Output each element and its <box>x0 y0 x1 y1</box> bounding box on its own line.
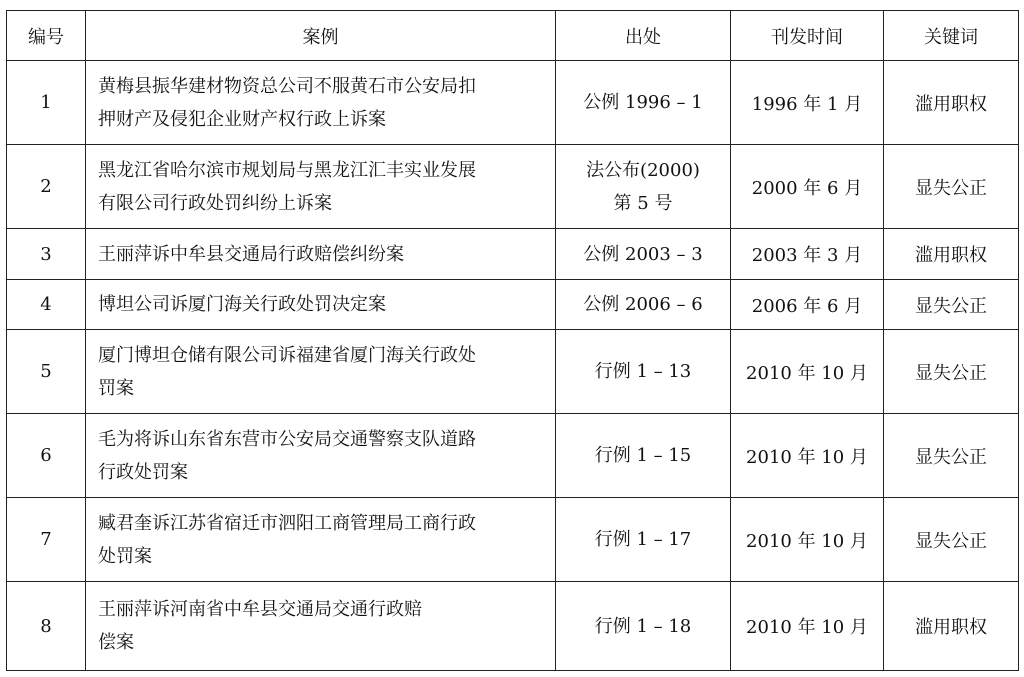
cell-date: 2010 年 10 月 <box>731 330 884 414</box>
header-date: 刊发时间 <box>731 11 884 61</box>
cell-case <box>86 229 556 280</box>
case-text-line: 有限公司行政处罚纠纷上诉案 <box>98 192 332 214</box>
header-case: 案例 <box>86 11 556 61</box>
case-table <box>6 10 1019 671</box>
cell-id: 3 <box>7 229 86 280</box>
cell-date: 1996 年 1 月 <box>731 61 884 145</box>
header-id: 编号 <box>7 11 86 61</box>
table-body <box>7 61 1019 671</box>
cell-id: 6 <box>7 414 86 498</box>
cell-keyword: 显失公正 <box>884 145 1019 229</box>
cell-case <box>86 414 556 498</box>
header-keyword: 关键词 <box>884 11 1019 61</box>
case-text-line: 押财产及侵犯企业财产权行政上诉案 <box>98 108 386 130</box>
cell-case <box>86 280 556 330</box>
header-source: 出处 <box>556 11 731 61</box>
cell-date: 2010 年 10 月 <box>731 498 884 582</box>
table-row <box>7 498 1019 582</box>
source-text-line: 行例 1 – 17 <box>594 529 692 550</box>
table-header <box>7 11 1019 61</box>
source-text-line: 公例 2003 – 3 <box>583 243 703 265</box>
table-row <box>7 330 1019 414</box>
cell-source <box>556 61 731 145</box>
cell-source <box>556 145 731 229</box>
cell-keyword: 显失公正 <box>884 498 1019 582</box>
cell-case <box>86 330 556 414</box>
cell-case <box>86 145 556 229</box>
case-text-line: 行政处罚案 <box>98 461 188 483</box>
case-text-line: 王丽萍诉河南省中牟县交通局交通行政赔 <box>98 599 422 620</box>
case-text-line: 王丽萍诉中牟县交通局行政赔偿纠纷案 <box>98 243 404 265</box>
source-text-line: 公例 1996 – 1 <box>583 92 703 113</box>
cell-source <box>556 280 731 330</box>
cell-keyword: 显失公正 <box>884 280 1019 330</box>
cell-case <box>86 498 556 582</box>
cell-id: 4 <box>7 280 86 330</box>
case-text-line: 罚案 <box>98 377 134 399</box>
cell-date: 2003 年 3 月 <box>731 229 884 280</box>
case-text-line: 黄梅县振华建材物资总公司不服黄石市公安局扣 <box>98 75 476 97</box>
case-text-line: 厦门博坦仓储有限公司诉福建省厦门海关行政处 <box>98 344 476 366</box>
cell-source <box>556 582 731 671</box>
header-row <box>7 11 1019 61</box>
case-text-line: 黑龙江省哈尔滨市规划局与黑龙江汇丰实业发展 <box>98 159 476 181</box>
cell-id: 1 <box>7 61 86 145</box>
cell-id: 7 <box>7 498 86 582</box>
source-text-line: 法公布(2000) <box>586 159 700 181</box>
cell-case <box>86 582 556 671</box>
table-row <box>7 61 1019 145</box>
table-row <box>7 229 1019 280</box>
case-text-line: 臧君奎诉江苏省宿迁市泗阳工商管理局工商行政 <box>98 512 476 534</box>
source-text-line: 公例 2006 – 6 <box>583 294 703 315</box>
source-text-line: 行例 1 – 13 <box>594 361 692 382</box>
cell-keyword: 滥用职权 <box>884 61 1019 145</box>
table-row <box>7 280 1019 330</box>
cell-date: 2010 年 10 月 <box>731 582 884 671</box>
case-text-line: 毛为将诉山东省东营市公安局交通警察支队道路 <box>98 428 476 450</box>
cell-id: 8 <box>7 582 86 671</box>
table-row <box>7 582 1019 671</box>
case-text-line: 博坦公司诉厦门海关行政处罚决定案 <box>98 294 386 315</box>
source-text-line: 行例 1 – 18 <box>594 615 692 637</box>
case-text-line: 偿案 <box>98 632 134 653</box>
cell-source <box>556 414 731 498</box>
cell-keyword: 显失公正 <box>884 330 1019 414</box>
cell-source <box>556 330 731 414</box>
cell-keyword: 滥用职权 <box>884 229 1019 280</box>
source-text-line: 第 5 号 <box>613 192 673 214</box>
cell-case <box>86 61 556 145</box>
cell-date: 2006 年 6 月 <box>731 280 884 330</box>
cell-source <box>556 498 731 582</box>
table-row <box>7 414 1019 498</box>
cell-id: 2 <box>7 145 86 229</box>
cell-source <box>556 229 731 280</box>
cell-id: 5 <box>7 330 86 414</box>
cell-date: 2000 年 6 月 <box>731 145 884 229</box>
cell-keyword: 显失公正 <box>884 414 1019 498</box>
case-text-line: 处罚案 <box>98 545 152 567</box>
cell-date: 2010 年 10 月 <box>731 414 884 498</box>
source-text-line: 行例 1 – 15 <box>594 445 692 466</box>
table-row <box>7 145 1019 229</box>
cell-keyword: 滥用职权 <box>884 582 1019 671</box>
